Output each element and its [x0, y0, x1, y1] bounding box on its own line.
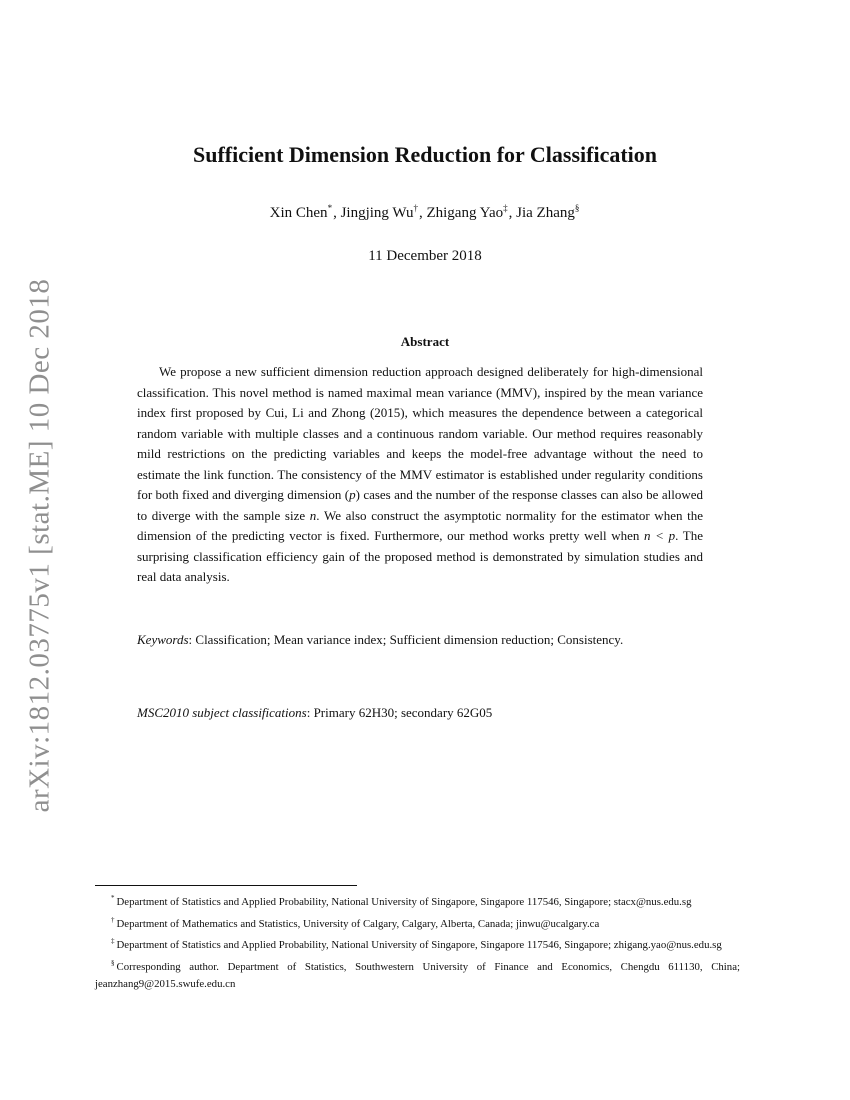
- keywords: [137, 630, 703, 651]
- footnote: [95, 912, 740, 934]
- arxiv-identifier[interactable]: arXiv:1812.03775v1 [stat.ME] 10 Dec 2018: [23, 278, 56, 812]
- msc-classification: [137, 703, 703, 723]
- footnote-mark: ‡: [111, 937, 115, 945]
- footnote-text: Department of Mathematics and Statistics, University of Calgary, Calgary, Alberta, Canada; jinwu@ucalgary.ca: [116, 917, 600, 930]
- math-symbol: p: [349, 487, 356, 502]
- footnote-mark: §: [111, 958, 115, 967]
- footnote: [95, 933, 740, 955]
- keywords-list: : Classification; Mean variance index; Sufficient dimension reduction; Consistency.: [188, 632, 624, 647]
- math-inequality: n < p: [644, 528, 676, 543]
- paper-title: Sufficient Dimension Reduction for Classification: [192, 142, 658, 167]
- footnotes: [95, 890, 740, 994]
- abstract-heading: Abstract: [400, 334, 450, 349]
- footnote-mark: *: [111, 894, 115, 902]
- footnote-text: Department of Statistics and Applied Probability, National University of Singapore, Singapore 117546, Singapore; stacx@nus.edu.sg: [116, 896, 692, 908]
- msc-codes: : Primary 62H30; secondary 62G05: [306, 705, 493, 720]
- author-name: Zhigang Yao: [426, 205, 504, 221]
- footnote-text: Department of Statistics and Applied Probability, National University of Singapore, Singapore 117546, Singapore; zhigang.yao@nus.edu.sg: [116, 939, 722, 951]
- author-footnote-mark[interactable]: *: [327, 203, 333, 213]
- abstract-text: We propose a new sufficient dimension reduction approach designed deliberately for high-dimensional classification. This novel method is named maximal mean variance (MMV), inspired by the mean variance index first proposed by Cui, Li and Zhong (2015), which measures the dependence between a categorical random variable with multiple classes and a continuous random variable. Our method requires reasonably mild restrictions on the predicting variables and keeps the model-free advantage without the need to estimate the link function. The consistency of the MMV estimator is established under regularity conditions for both fixed and diverging dimension (p) cases and the number of the response classes can also be allowed to diverge with the sample size n. We also construct the asymptotic normality for the estimator when the dimension of the predicting vector is fixed. Furthermore, our method works pretty well when n < p. The surprising classification efficiency gain of the proposed method is demonstrated by simulation studies and real data analysis.: [137, 364, 703, 584]
- author-name: Xin Chen: [269, 205, 328, 221]
- footnote-text: Corresponding author. Department of Statistics, Southwestern University of Finance and Economics, Chengdu 611130, China; jeanzhang9@2015.swufe.edu.cn: [95, 960, 740, 990]
- author-list: Xin Chen*, Jingjing Wu†, Zhigang Yao‡, Jia Zhang§: [269, 203, 580, 221]
- author-footnote-mark[interactable]: ‡: [503, 203, 508, 213]
- footnote-mark: †: [111, 915, 115, 924]
- author-name: Jia Zhang: [516, 205, 575, 221]
- author-footnote-mark[interactable]: †: [413, 203, 418, 213]
- footnote: [95, 890, 740, 912]
- footnote: [95, 955, 740, 994]
- msc-label: MSC2010 subject classifications: [137, 705, 307, 720]
- paper-date: 11 December 2018: [368, 248, 482, 264]
- keywords-label: Keywords: [137, 632, 189, 647]
- author-footnote-mark[interactable]: §: [574, 203, 580, 213]
- arxiv-stamp: [10, 278, 70, 812]
- math-symbol: n: [309, 507, 317, 523]
- author-name: Jingjing Wu: [340, 205, 414, 221]
- footnote-rule: [95, 885, 357, 886]
